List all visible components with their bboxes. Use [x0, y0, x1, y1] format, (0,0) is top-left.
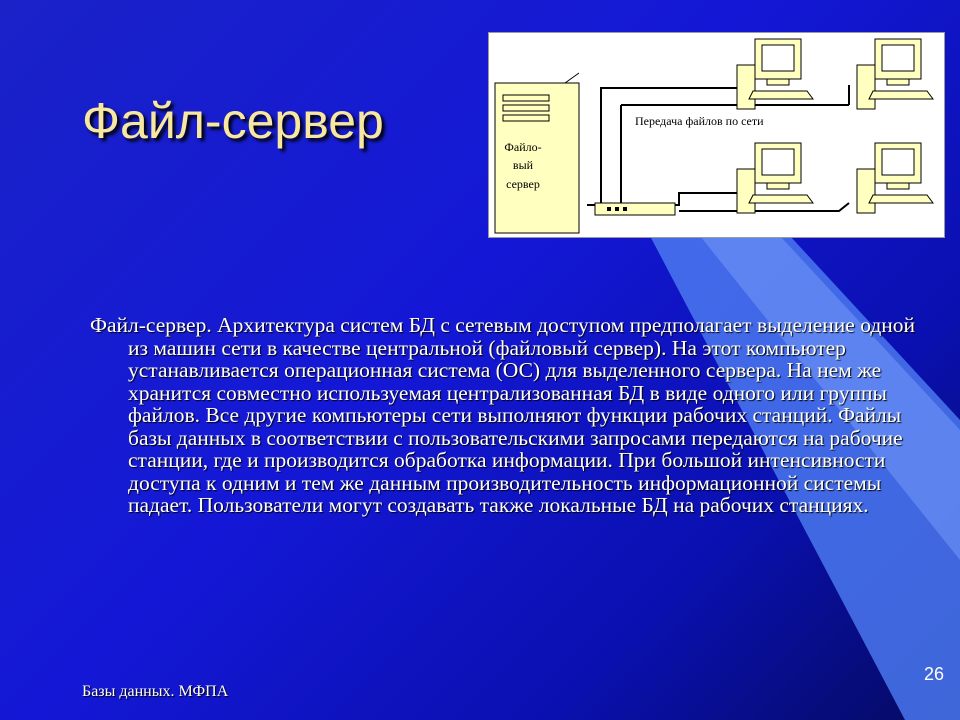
server-label-line-3: сервер	[506, 177, 540, 191]
network-hub-icon	[595, 203, 675, 215]
network-lines	[587, 85, 849, 211]
workstation-icon	[737, 39, 813, 109]
network-transfer-label: Передача файлов по сети	[635, 114, 764, 128]
workstation-icon	[857, 39, 933, 109]
slide-footer: Базы данных. МФПА	[82, 683, 229, 700]
slide-body-text: Файл-сервер. Архитектура систем БД с сетевым доступом предполагает выделение одной из машин сети в качестве центральной (файловый сервер). На этот компьютер устанавливается операционная система (ОС) для выделенного сервера. На нем же хранится совместно используемая централизованная БД в виде одного или группы файлов. Все другие компьютеры сети выполняют функции рабочих станций. Файлы базы данных в соответствии с пользовательскими запросами передаются на рабочие станции, где и производится обработка информации. При большой интенсивности доступа к одним и тем же данным производительность информационной системы падает. Пользователи могут создавать также локальные БД на рабочих станциях.	[90, 313, 916, 517]
server-label-line-1: Файло-	[504, 140, 542, 154]
file-server-icon	[495, 73, 579, 233]
workstation-icon	[737, 143, 813, 213]
network-diagram	[488, 32, 945, 238]
server-label-line-2: вый	[512, 158, 534, 172]
diagram-canvas	[489, 33, 944, 237]
workstation-icon	[857, 143, 933, 213]
slide-title: Файл-сервер	[82, 93, 384, 149]
page-number: 26	[924, 664, 945, 684]
